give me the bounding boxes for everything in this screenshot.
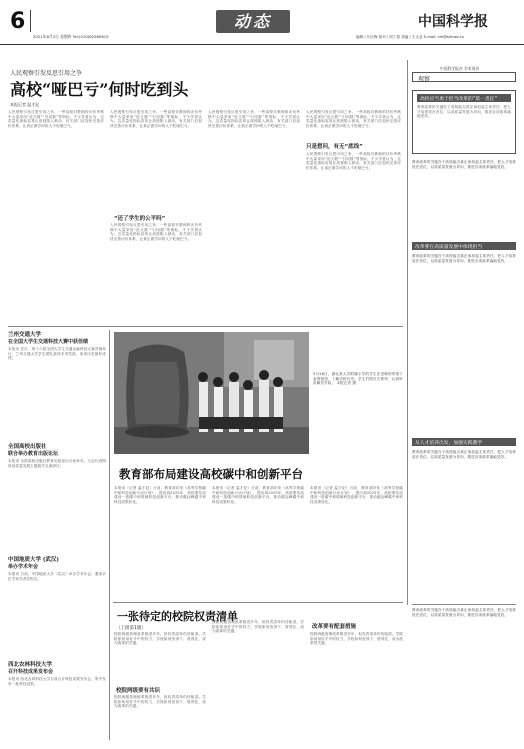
brief-title: 中国地质大学 (武汉) (8, 557, 59, 563)
opinion-subhead-bar (412, 242, 516, 250)
article-subhead: 只是想问，有无“底线” (306, 144, 363, 150)
brief-subtitle: 联合举办教育出版论坛 (8, 451, 59, 457)
section-rule (113, 602, 403, 603)
section-rule (412, 604, 516, 605)
opinion-label-box (412, 72, 516, 82)
opinion-subhead: 改革要在高质量发展中体现担当 (415, 245, 483, 250)
article3-subhead: 改革要有配套措施 (312, 624, 357, 630)
opinion-column (412, 60, 516, 745)
article2-text-col-2: 本报讯（记者 温才妃）日前，教育部印发《高等学校碳中和科技创新行动计划》，提出到2025年，高校要布局建设一批碳中和领域科技创新平台，推动碳达峰碳中和科技成果转化。 (212, 486, 304, 504)
opinion-text: 教育改革的关键在于高校能否真正承担起主体责任，把人才培养放在首位，以高质量发展为导向，推进各项改革落地见效。 (412, 254, 516, 263)
brief-text: 本报讯 西北农林科技大学日前召开科技成果发布会，集中发布一批科技成果。 (8, 677, 106, 686)
photo-caption: 5月28日，湖北某大学附属小学的学生在老师的带领下参观校园，了解学校历史。学生们围在古钟旁，认真听讲解员介绍。 本报记者 摄 (313, 372, 403, 386)
brief-title: 全国高校出版社 (8, 444, 47, 450)
article-kicker: 人民观察引发反思引用之争 (10, 70, 83, 77)
section-title: 动态 (233, 12, 272, 31)
brief-subtitle: 举办学术年会 (8, 564, 39, 570)
column-divider (407, 60, 408, 605)
lead-article (8, 60, 403, 328)
news-photo (114, 332, 309, 454)
opinion-box (412, 90, 516, 154)
masthead-rule (0, 44, 524, 45)
article3-text-col-2: 校院两级管理改革推进多年，但权责清单仍待厘清。学院如何用好手中的权力，学校如何放得下、管得住，成为改革的关键。 (212, 620, 304, 634)
briefs-column (8, 330, 106, 740)
article-text-col-4b: 人民观察引发反思引用之争，一些高校对教师的评价考核中大量采用“论文数”“引用数”等指标，不少学者认为，这类量化指标容易让高校陷入被动，有关部门应加快完善评价体系，让真正做学问的人不吃哑巴亏。 (306, 152, 401, 170)
section-banner (216, 10, 290, 33)
brief-subtitle: 在全国大学生交通科技大赛中获佳绩 (8, 339, 89, 345)
article3-headline: 一张待定的校院权责清单 (117, 610, 238, 623)
article3-subhead: 校院两级要有共识 (116, 688, 161, 694)
brief-text: 本报讯 近日，第十六届全国大学生交通运输科技大赛决赛举行，兰州交通大学学生团队获得多项奖励，取得历史最好成绩。 (8, 347, 106, 361)
photo-illustration (114, 332, 309, 454)
opinion-subhead: 从人才培养出发，加强实践教学 (415, 441, 483, 446)
article2-text-col-3: 本报讯（记者 温才妃）日前，教育部印发《高等学校碳中和科技创新行动计划》，提出到2025年，高校要布局建设一批碳中和领域科技创新平台，推动碳达峰碳中和科技成果转化。 (310, 486, 403, 504)
opinion-header: 中国科学报社 学术周刊 (440, 66, 480, 71)
article2-headline: 教育部布局建设高校碳中和创新平台 (119, 467, 303, 481)
date-line: 2021年6月3日 星期四 Tel:(010)62580615 (33, 34, 109, 39)
page-number: 6 (10, 9, 26, 34)
brief-title: 西北农林科技大学 (8, 662, 53, 668)
opinion-text: 教育改革的关键在于高校能否真正承担起主体责任，把人才培养放在首位，以高质量发展为导向，推进各项改革落地见效。 (412, 160, 516, 169)
article3-subhead: （上接第1版） (116, 626, 146, 631)
opinion-label: 观察 (418, 76, 431, 83)
opinion-box-text: 教育改革的关键在于高校能否真正承担起主体责任，把人才培养放在首位，以高质量发展为导向，推进各项改革落地见效。 (417, 105, 511, 119)
article3-text-col-1: 校院两级管理改革推进多年，但权责清单仍待厘清。学院如何用好手中的权力，学校如何放得下、管得住，成为改革的关键。 (114, 632, 206, 646)
article-text-col-2: 人民观察引发反思引用之争，一些高校对教师的评价考核中大量采用“论文数”“引用数”等指标，不少学者认为，这类量化指标容易让高校陷入被动，有关部门应加快完善评价体系，让真正做学问的人不吃哑巴亏。 (110, 110, 202, 128)
page-number-divider (30, 10, 31, 32)
article3-text-col-3: 校院两级管理改革推进多年，但权责清单仍待厘清。学院如何用好手中的权力，学校如何放得下、管得住，成为改革的关键。 (310, 632, 403, 646)
opinion-subhead: 高校应当勇于担当改革的“第一责任” (420, 97, 497, 102)
opinion-text: 教育改革的关键在于高校能否真正承担起主体责任，把人才培养放在首位，以高质量发展为导向，推进各项改革落地见效。 (412, 608, 516, 617)
article2-text-col-1: 本报讯（记者 温才妃）日前，教育部印发《高等学校碳中和科技创新行动计划》，提出到2025年，高校要布局建设一批碳中和领域科技创新平台，推动碳达峰碳中和科技成果转化。 (114, 486, 206, 504)
article-text-col-4: 人民观察引发反思引用之争，一些高校对教师的评价考核中大量采用“论文数”“引用数”等指标，不少学者认为，这类量化指标容易让高校陷入被动，有关部门应加快完善评价体系，让真正做学问的人不吃哑巴亏。 (306, 110, 401, 128)
article-text-col-2b: 人民观察引发反思引用之争，一些高校对教师的评价考核中大量采用“论文数”“引用数”等指标，不少学者认为，这类量化指标容易让高校陷入被动，有关部门应加快完善评价体系，让真正做学问的人不吃哑巴亏。 (110, 223, 202, 241)
brief-text: 本报讯 全国高校出版社教育出版论坛日前举办，与会代表围绕高质量发展主题展开交流研讨。 (8, 459, 106, 468)
brief-text: 本报讯 日前，中国地质大学（武汉）举办学术年会，邀请多位专家学者作报告。 (8, 572, 106, 581)
article-text-col-3: 人民观察引发反思引用之争，一些高校对教师的评价考核中大量采用“论文数”“引用数”等指标，不少学者认为，这类量化指标容易让高校陷入被动，有关部门应加快完善评价体系，让真正做学问的人不吃哑巴亏。 (208, 110, 300, 128)
staff-line: 编辑 / 计红梅 校对 / 何工厚 美编 / 王大业 E-mail: hm@stimes.cn (356, 35, 465, 39)
masthead (0, 0, 524, 50)
paper-name: 中国科学报 (418, 14, 488, 30)
article-subhead: “还了学生的公平吗” (114, 216, 166, 222)
article3-text-col-1b: 校院两级管理改革推进多年，但权责清单仍待厘清。学院如何用好手中的权力，学校如何放得下、管得住，成为改革的关键。 (114, 695, 206, 709)
briefs-divider (109, 330, 110, 740)
brief-subtitle: 召开科技成果发布会 (8, 669, 54, 675)
article-text-col-1: 人民观察引发反思引用之争，一些高校对教师的评价考核中大量采用“论文数”“引用数”等指标，不少学者认为，这类量化指标容易让高校陷入被动，有关部门应加快完善评价体系，让真正做学问的人不吃哑巴亏。 (8, 110, 104, 128)
article-byline: 本报记者 温才妃 (10, 102, 40, 107)
section-rule (8, 326, 403, 327)
opinion-subhead-bar (417, 94, 511, 102)
opinion-text: 教育改革的关键在于高校能否真正承担起主体责任，把人才培养放在首位，以高质量发展为导向，推进各项改革落地见效。 (412, 450, 516, 459)
opinion-subhead-bar (412, 438, 516, 446)
brief-title: 兰州交通大学 (8, 332, 42, 338)
article-headline: 高校“哑巴亏”何时吃到头 (10, 80, 189, 99)
